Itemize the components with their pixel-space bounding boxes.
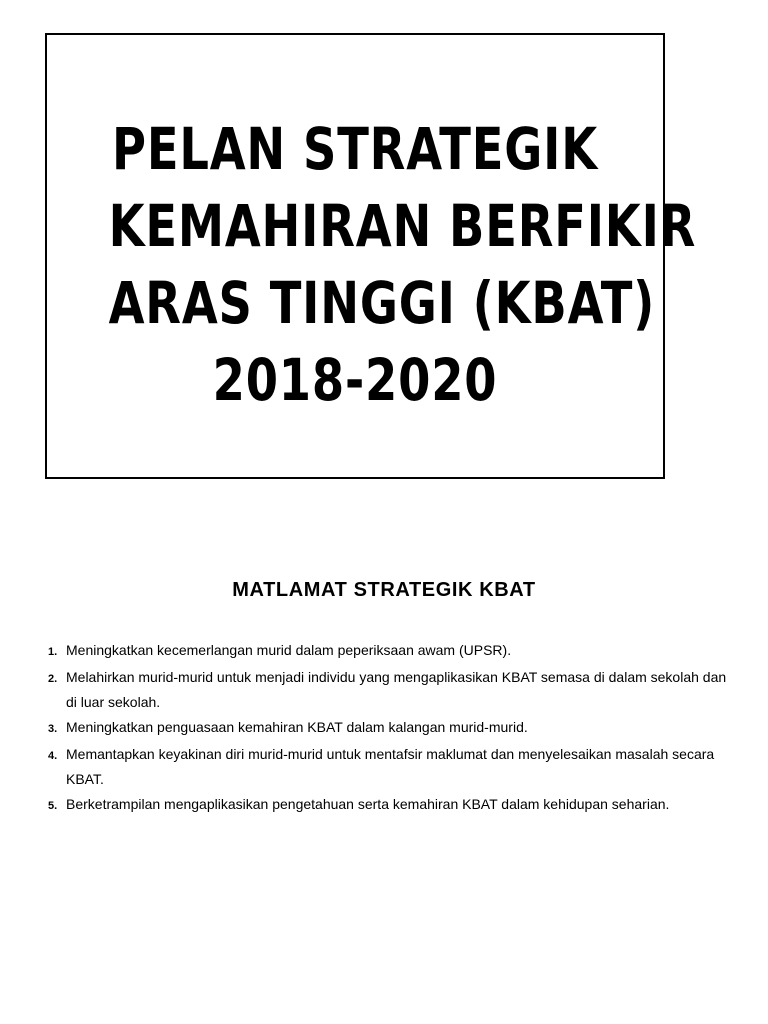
title-line-4: 2018-2020 xyxy=(212,346,498,414)
goal-list xyxy=(48,638,738,819)
list-item xyxy=(48,792,738,819)
list-item-number: 5. xyxy=(48,800,58,812)
title-box xyxy=(45,33,697,479)
list-item-text: Meningkatkan penguasaan kemahiran KBAT dalam kalangan murid-murid. xyxy=(66,719,528,735)
title-line-1: PELAN STRATEGIK xyxy=(112,115,598,183)
list-item-number: 1. xyxy=(48,646,58,658)
title-line-2: KEMAHIRAN BERFIKIR xyxy=(108,192,697,260)
list-item-number: 2. xyxy=(48,673,58,685)
list-item xyxy=(48,638,738,665)
list-item-number: 3. xyxy=(48,723,58,735)
section-heading: MATLAMAT STRATEGIK KBAT xyxy=(232,579,536,601)
list-item-text: Berketrampilan mengaplikasikan pengetahuan serta kemahiran KBAT dalam kehidupan seharian. xyxy=(66,796,670,812)
list-item xyxy=(48,665,738,715)
title-line-3: ARAS TINGGI (KBAT) xyxy=(108,269,656,337)
list-item xyxy=(48,742,738,792)
list-item-text: Meningkatkan kecemerlangan murid dalam peperiksaan awam (UPSR). xyxy=(66,642,512,658)
list-item xyxy=(48,715,738,742)
list-item-text: Memantapkan keyakinan diri murid-murid untuk mentafsir maklumat dan menyelesaikan masalah secara KBAT. xyxy=(66,746,715,787)
list-item-number: 4. xyxy=(48,750,58,762)
list-item-text: Melahirkan murid-murid untuk menjadi individu yang mengaplikasikan KBAT semasa di dalam sekolah dan di luar sekolah. xyxy=(66,669,727,710)
